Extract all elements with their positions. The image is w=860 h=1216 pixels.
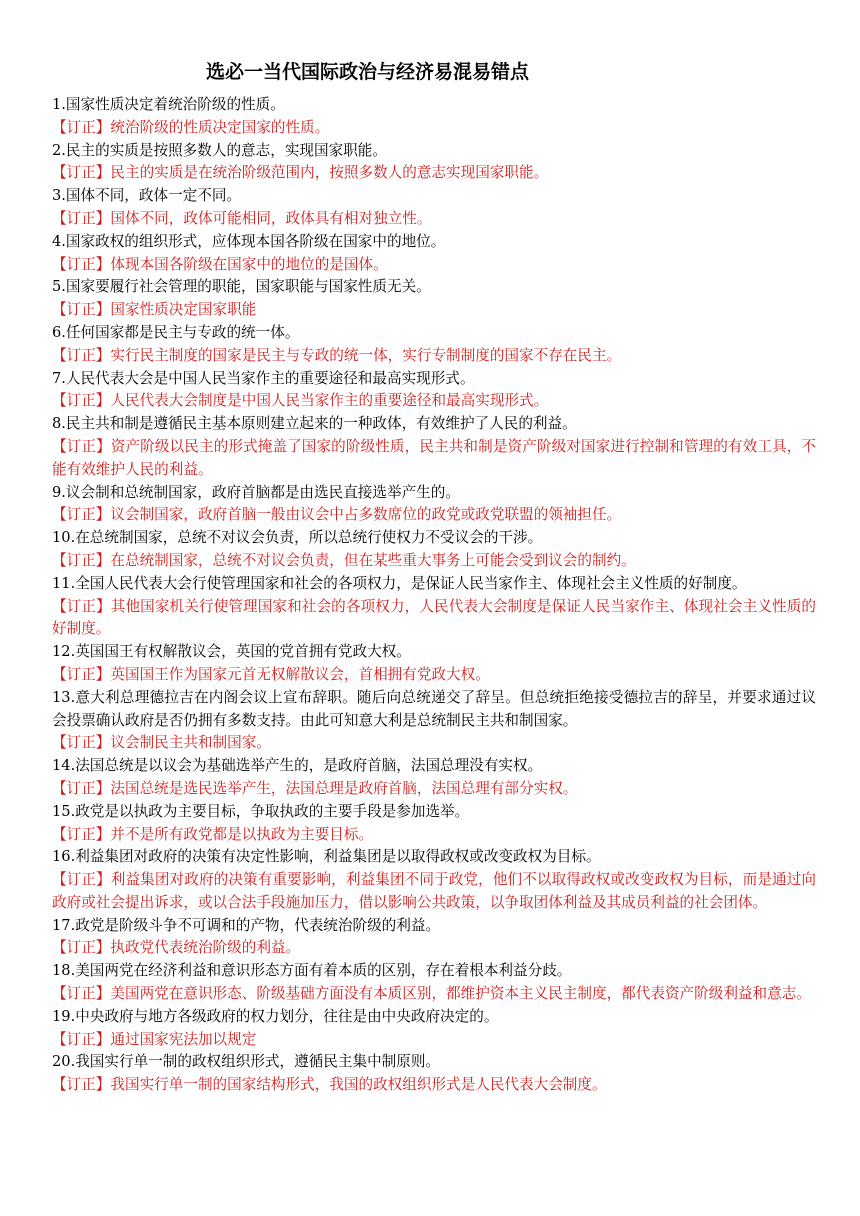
correction-text: 【订正】执政党代表统治阶级的利益。 bbox=[52, 939, 301, 957]
statement-text: 14.法国总统是以议会为基础选举产生的，是政府首脑，法国总理没有实权。 bbox=[52, 757, 543, 775]
statement-text: 16.利益集团对政府的决策有决定性影响，利益集团是以取得政权或改变政权为目标。 bbox=[52, 848, 601, 866]
statement-text: 18.美国两党在经济利益和意识形态方面有着本质的区别，存在着根本利益分歧。 bbox=[52, 962, 572, 980]
statement-text: 9.议会制和总统制国家，政府首脑都是由选民直接选举产生的。 bbox=[52, 483, 460, 501]
correction-text: 【订正】资产阶级以民主的形式掩盖了国家的阶级性质，民主共和制是资产阶级对国家进行控制和管理的有效工具，不能有效维护人民的利益。 bbox=[52, 437, 816, 478]
correction-text: 【订正】通过国家宪法加以规定 bbox=[52, 1030, 257, 1048]
correction-text: 【订正】民主的实质是在统治阶级范围内，按照多数人的意志实现国家职能。 bbox=[52, 164, 549, 182]
statement-text: 19.中央政府与地方各级政府的权力划分，往往是由中央政府决定的。 bbox=[52, 1007, 499, 1025]
correction-text: 【订正】法国总统是选民选举产生，法国总理是政府首脑，法国总理有部分实权。 bbox=[52, 779, 578, 797]
correction-text: 【订正】在总统制国家，总统不对议会负责，但在某些重大事务上可能会受到议会的制约。 bbox=[52, 551, 636, 569]
statement-text: 4.国家政权的组织形式，应体现本国各阶级在国家中的地位。 bbox=[52, 232, 446, 250]
statement-text: 5.国家要履行社会管理的职能，国家职能与国家性质无关。 bbox=[52, 278, 431, 296]
statement-text: 7.人民代表大会是中国人民当家作主的重要途径和最高实现形式。 bbox=[52, 369, 475, 387]
statement-text: 17.政党是阶级斗争不可调和的产物，代表统治阶级的利益。 bbox=[52, 916, 441, 934]
statement-text: 1.国家性质决定着统治阶级的性质。 bbox=[52, 96, 285, 113]
document-page bbox=[52, 60, 816, 1097]
correction-text: 【订正】其他国家机关行使管理国家和社会的各项权力，人民代表大会制度是保证人民当家作主、体现社会主义性质的好制度。 bbox=[52, 597, 816, 638]
correction-text: 【订正】体现本国各阶级在国家中的地位的是国体。 bbox=[52, 255, 388, 273]
correction-text: 【订正】美国两党在意识形态、阶级基础方面没有本质区别，都维护资本主义民主制度，都代表资产阶级利益和意志。 bbox=[52, 985, 811, 1003]
statement-text: 12.英国国王有权解散议会，英国的党首拥有党政大权。 bbox=[52, 643, 411, 661]
statement-text: 2.民主的实质是按照多数人的意志，实现国家职能。 bbox=[52, 141, 387, 159]
statement-text: 20.我国实行单一制的政权组织形式，遵循民主集中制原则。 bbox=[52, 1053, 441, 1071]
correction-text: 【订正】我国实行单一制的国家结构形式，我国的政权组织形式是人民代表大会制度。 bbox=[52, 1076, 607, 1094]
statement-text: 13.意大利总理德拉吉在内阁会议上宣布辞职。随后向总统递交了辞呈。但总统拒绝接受德拉吉的辞呈，并要求通过议会投票确认政府是否仍拥有多数支持。由此可知意大利是总统制民主共和制国家。 bbox=[52, 688, 816, 729]
statement-text: 10.在总统制国家，总统不对议会负责，所以总统行使权力不受议会的干涉。 bbox=[52, 529, 543, 547]
correction-text: 【订正】统治阶级的性质决定国家的性质。 bbox=[52, 118, 330, 136]
correction-text: 【订正】人民代表大会制度是中国人民当家作主的重要途径和最高实现形式。 bbox=[52, 392, 549, 410]
correction-text: 【订正】利益集团对政府的决策有重要影响，利益集团不同于政党，他们不以取得政权或改变政权为目标，而是通过向政府或社会提出诉求，或以合法手段施加压力，借以影响公共政策，以争取团体利益及其成员利益的社会团体。 bbox=[52, 871, 816, 911]
statement-text: 6.任何国家都是民主与专政的统一体。 bbox=[52, 323, 300, 341]
correction-text: 【订正】议会制国家，政府首脑一般由议会中占多数席位的政党或政党联盟的领袖担任。 bbox=[52, 506, 622, 524]
statement-text: 8.民主共和制是遵循民主基本原则建立起来的一种政体，有效维护了人民的利益。 bbox=[52, 415, 577, 433]
statement-text: 11.全国人民代表大会行使管理国家和社会的各项权力，是保证人民当家作主、体现社会主义性质的好制度。 bbox=[52, 574, 747, 592]
correction-text: 【订正】实行民主制度的国家是民主与专政的统一体，实行专制制度的国家不存在民主。 bbox=[52, 346, 622, 364]
statement-text: 3.国体不同，政体一定不同。 bbox=[52, 187, 242, 205]
correction-text: 【订正】英国国王作为国家元首无权解散议会，首相拥有党政大权。 bbox=[52, 665, 490, 683]
correction-text: 【订正】议会制民主共和制国家。 bbox=[52, 734, 271, 752]
document-title: 选必一当代国际政治与经济易混易错点 bbox=[206, 61, 530, 83]
error-list bbox=[52, 94, 816, 1097]
correction-text: 【订正】并不是所有政党都是以执政为主要目标。 bbox=[52, 825, 374, 843]
statement-text: 15.政党是以执政为主要目标，争取执政的主要手段是参加选举。 bbox=[52, 802, 470, 820]
correction-text: 【订正】国体不同，政体可能相同，政体具有相对独立性。 bbox=[52, 209, 432, 227]
correction-text: 【订正】国家性质决定国家职能 bbox=[52, 301, 257, 319]
